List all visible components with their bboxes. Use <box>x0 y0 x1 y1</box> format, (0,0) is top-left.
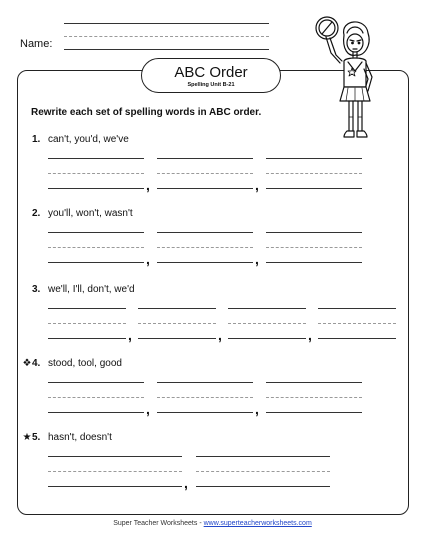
answer-guide-line <box>266 173 362 174</box>
problem-2-number: 2. <box>32 208 41 219</box>
answer-write-line[interactable] <box>318 338 396 339</box>
answer-line-top <box>157 158 253 159</box>
answer-guide-line <box>157 173 253 174</box>
comma-separator: , <box>218 327 222 343</box>
answer-guide-line <box>157 247 253 248</box>
answer-write-line[interactable] <box>157 262 253 263</box>
name-label: Name: <box>20 38 53 50</box>
answer-line-top <box>48 158 144 159</box>
answer-guide-line <box>318 323 396 324</box>
problem-1-number: 1. <box>32 134 41 145</box>
comma-separator: , <box>184 475 188 491</box>
answer-write-line[interactable] <box>48 338 126 339</box>
name-top-line <box>64 23 269 24</box>
comma-separator: , <box>146 251 150 267</box>
name-guide-line <box>64 36 269 37</box>
problem-1-words: can't, you'd, we've <box>48 134 129 145</box>
answer-write-line[interactable] <box>157 188 253 189</box>
answer-line-top <box>196 456 330 457</box>
answer-guide-line <box>196 471 330 472</box>
comma-separator: , <box>255 177 259 193</box>
answer-write-line[interactable] <box>48 486 182 487</box>
footer-brand: Super Teacher Worksheets <box>113 520 198 527</box>
answer-line-top <box>228 308 306 309</box>
answer-write-line[interactable] <box>266 188 362 189</box>
footer-separator: - <box>197 520 204 527</box>
problem-2-words: you'll, won't, wasn't <box>48 208 133 219</box>
answer-write-line[interactable] <box>48 188 144 189</box>
answer-guide-line <box>48 397 144 398</box>
answer-write-line[interactable] <box>48 412 144 413</box>
comma-separator: , <box>128 327 132 343</box>
answer-line-top <box>48 308 126 309</box>
answer-write-line[interactable] <box>48 262 144 263</box>
problem-1 <box>22 134 129 145</box>
problem-2 <box>22 208 133 219</box>
title-badge <box>141 58 281 93</box>
problem-4-number: 4. <box>32 358 41 369</box>
comma-separator: , <box>146 401 150 417</box>
problem-5-words: hasn't, doesn't <box>48 432 112 443</box>
answer-guide-line <box>138 323 216 324</box>
name-input-line[interactable] <box>64 49 269 50</box>
problem-4 <box>22 358 122 369</box>
problem-3 <box>22 284 135 295</box>
answer-line-top <box>48 232 144 233</box>
answer-guide-line <box>157 397 253 398</box>
problem-3-number: 3. <box>32 284 41 295</box>
answer-line-top <box>266 158 362 159</box>
diamond-icon: ❖ <box>22 358 32 369</box>
problem-5-number: 5. <box>32 432 41 443</box>
comma-separator: , <box>146 177 150 193</box>
problem-4-words: stood, tool, good <box>48 358 122 369</box>
answer-guide-line <box>266 397 362 398</box>
answer-write-line[interactable] <box>157 412 253 413</box>
instructions-text: Rewrite each set of spelling words in ABC order. <box>31 107 262 118</box>
answer-line-top <box>157 382 253 383</box>
answer-guide-line <box>48 471 182 472</box>
comma-separator: , <box>255 251 259 267</box>
star-icon: ★ <box>22 432 32 443</box>
comma-separator: , <box>308 327 312 343</box>
problem-3-words: we'll, I'll, don't, we'd <box>48 284 135 295</box>
answer-line-top <box>138 308 216 309</box>
answer-line-top <box>48 382 144 383</box>
answer-guide-line <box>48 173 144 174</box>
footer <box>0 520 425 527</box>
comma-separator: , <box>255 401 259 417</box>
page-title: ABC Order <box>174 64 248 81</box>
answer-line-top <box>266 232 362 233</box>
answer-write-line[interactable] <box>138 338 216 339</box>
answer-guide-line <box>228 323 306 324</box>
answer-guide-line <box>266 247 362 248</box>
answer-line-top <box>48 456 182 457</box>
answer-write-line[interactable] <box>228 338 306 339</box>
answer-line-top <box>157 232 253 233</box>
answer-line-top <box>318 308 396 309</box>
answer-line-top <box>266 382 362 383</box>
girl-with-no-sign-illustration <box>300 5 380 155</box>
problem-5 <box>22 432 112 443</box>
answer-write-line[interactable] <box>266 412 362 413</box>
answer-guide-line <box>48 247 144 248</box>
answer-write-line[interactable] <box>196 486 330 487</box>
footer-link[interactable]: www.superteacherworksheets.com <box>203 520 312 527</box>
answer-write-line[interactable] <box>266 262 362 263</box>
answer-guide-line <box>48 323 126 324</box>
page-subtitle: Spelling Unit B-21 <box>187 82 235 88</box>
